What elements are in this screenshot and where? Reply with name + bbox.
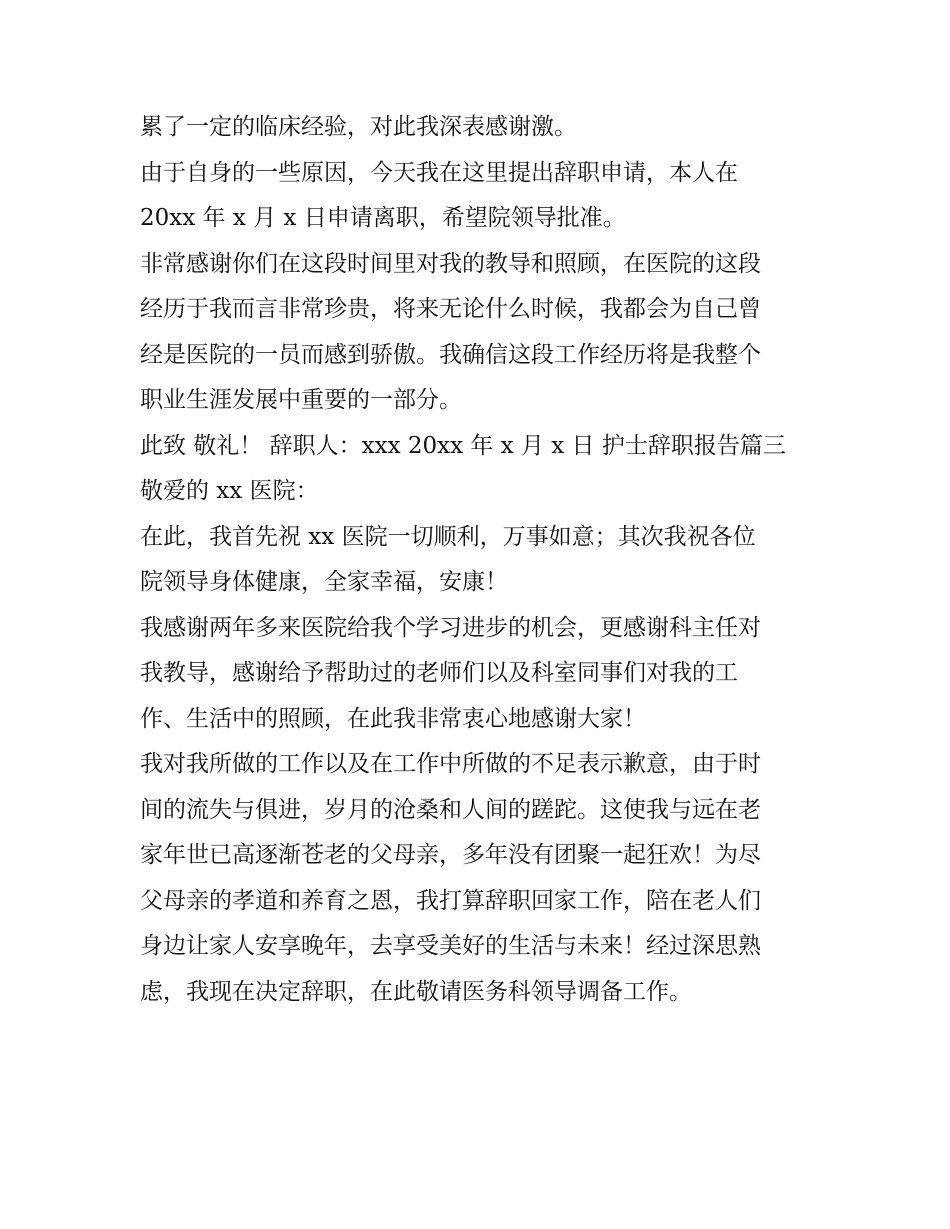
text-line-6: 经是医院的一员而感到骄傲。我确信这段工作经历将是我整个	[140, 341, 761, 368]
text-line-3: 20xx 年 x 月 x 日申请离职，希望院领导批准。	[140, 205, 626, 231]
text-line-11: 院领导身体健康，全家幸福，安康！	[140, 569, 508, 595]
text-line-15: 我对我所做的工作以及在工作中所做的不足表示歉意，由于时	[140, 751, 761, 777]
text-line-2: 由于自身的一些原因，今天我在这里提出辞职申请，本人在	[140, 159, 738, 186]
text-line-1: 累了一定的临床经验，对此我深表感谢激。	[140, 114, 577, 140]
text-line-14: 作、生活中的照顾，在此我非常衷心地感谢大家！	[140, 705, 646, 732]
text-line-18: 父母亲的孝道和养育之恩，我打算辞职回家工作，陪在老人们	[140, 887, 761, 914]
text-line-20: 虑，我现在决定辞职，在此敬请医务科领导调备工作。	[140, 978, 692, 1005]
text-line-19: 身边让家人安享晚年，去享受美好的生活与未来！经过深思熟	[140, 933, 761, 959]
text-line-5: 经历于我而言非常珍贵，将来无论什么时候，我都会为自己曾	[140, 296, 761, 322]
text-line-17: 家年世已高逐渐苍老的父母亲，多年没有团聚一起狂欢！为尽	[140, 842, 761, 868]
text-line-4: 非常感谢你们在这段时间里对我的教导和照顾，在医院的这段	[140, 250, 761, 277]
text-line-7: 职业生涯发展中重要的一部分。	[140, 387, 462, 413]
text-line-12: 我感谢两年多来医院给我个学习进步的机会，更感谢科主任对	[140, 614, 761, 641]
text-line-16: 间的流失与俱进，岁月的沧桑和人间的蹉跎。这使我与远在老	[140, 796, 761, 823]
text-line-10: 在此，我首先祝 xx 医院一切顺利，万事如意；其次我祝各位	[140, 523, 756, 550]
text-line-13: 我教导，感谢给予帮助过的老师们以及科室同事们对我的工	[140, 660, 738, 686]
text-line-8: 此致 敬礼！ 辞职人：xxx 20xx 年 x 月 x 日 护士辞职报告篇三	[140, 432, 786, 459]
document-body	[140, 105, 820, 1015]
text-line-9: 敬爱的 xx 医院：	[140, 478, 319, 504]
